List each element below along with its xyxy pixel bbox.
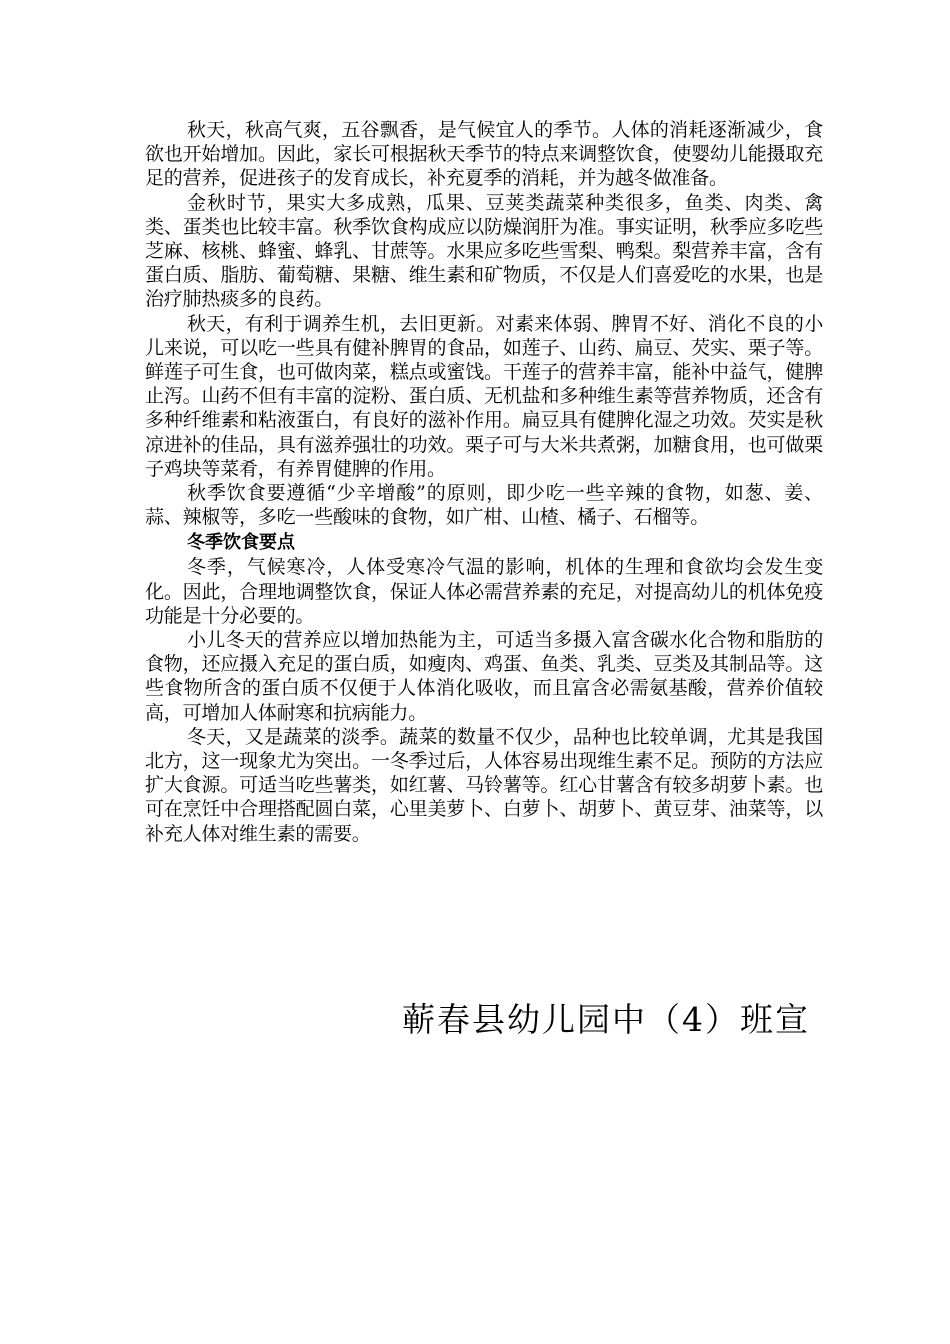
winter-paragraph-2: 小儿冬天的营养应以增加热能为主，可适当多摄入富含碳水化合物和脂肪的食物，还应摄入充足的蛋白质，如瘦肉、鸡蛋、鱼类、乳类、豆类及其制品等。这些食物所含的蛋白质不仅便于人体消化吸收，而且富含必需氨基酸，营养价值较高，可增加人体耐寒和抗病能力。 — [145, 629, 823, 724]
signature-line: 蕲春县幼儿园中（4）班宣 — [402, 1000, 810, 1039]
autumn-paragraph-2: 金秋时节，果实大多成熟，瓜果、豆荚类蔬菜种类很多，鱼类、肉类、禽类、蛋类也比较丰富。秋季饮食构成应以防燥润肝为准。事实证明，秋季应多吃些芝麻、核桃、蜂蜜、蜂乳、甘蔗等。水果应多吃些雪梨、鸭梨。梨营养丰富，含有蛋白质、脂肪、葡萄糖、果糖、维生素和矿物质，不仅是人们喜爱吃的水果，也是治疗肺热痰多的良药。 — [145, 191, 823, 311]
winter-paragraph-3: 冬天，又是蔬菜的淡季。蔬菜的数量不仅少，品种也比较单调，尤其是我国北方，这一现象尤为突出。一冬季过后，人体容易出现维生素不足。预防的方法应扩大食源。可适当吃些薯类，如红薯、马铃薯等。红心甘薯含有较多胡萝卜素。也可在烹饪中合理搭配圆白菜，心里美萝卜、白萝卜、胡萝卜、黄豆芽、油菜等，以补充人体对维生素的需要。 — [145, 725, 823, 845]
autumn-paragraph-3: 秋天，有利于调养生机，去旧更新。对素来体弱、脾胃不好、消化不良的小儿来说，可以吃一些具有健补脾胃的食品，如莲子、山药、扁豆、芡实、栗子等。鲜莲子可生食，也可做肉菜，糕点或蜜饯。干莲子的营养丰富，能补中益气，健脾止泻。山药不但有丰富的淀粉、蛋白质、无机盐和多种维生素等营养物质，还含有多种纤维素和粘液蛋白，有良好的滋补作用。扁豆具有健脾化湿之功效。芡实是秋凉进补的佳品，具有滋养强壮的功效。栗子可与大米共煮粥，加糖食用，也可做栗子鸡块等菜肴，有养胃健脾的作用。 — [145, 312, 823, 480]
article-body — [145, 118, 823, 846]
winter-paragraph-1: 冬季，气候寒冷，人体受寒冷气温的影响，机体的生理和食欲均会发生变化。因此，合理地调整饮食，保证人体必需营养素的充足，对提高幼儿的机体免疫功能是十分必要的。 — [145, 556, 823, 627]
winter-section-heading: 冬季饮食要点 — [187, 532, 295, 554]
autumn-paragraph-4: 秋季饮食要遵循“少辛增酸”的原则，即少吃一些辛辣的食物，如葱、姜、蒜、辣椒等，多吃一些酸味的食物，如广柑、山楂、橘子、石榴等。 — [145, 482, 823, 529]
autumn-paragraph-1: 秋天，秋高气爽，五谷飘香，是气候宜人的季节。人体的消耗逐渐减少，食欲也开始增加。因此，家长可根据秋天季节的特点来调整饮食，使婴幼儿能摄取充足的营养，促进孩子的发育成长，补充夏季的消耗，并为越冬做准备。 — [145, 119, 823, 190]
